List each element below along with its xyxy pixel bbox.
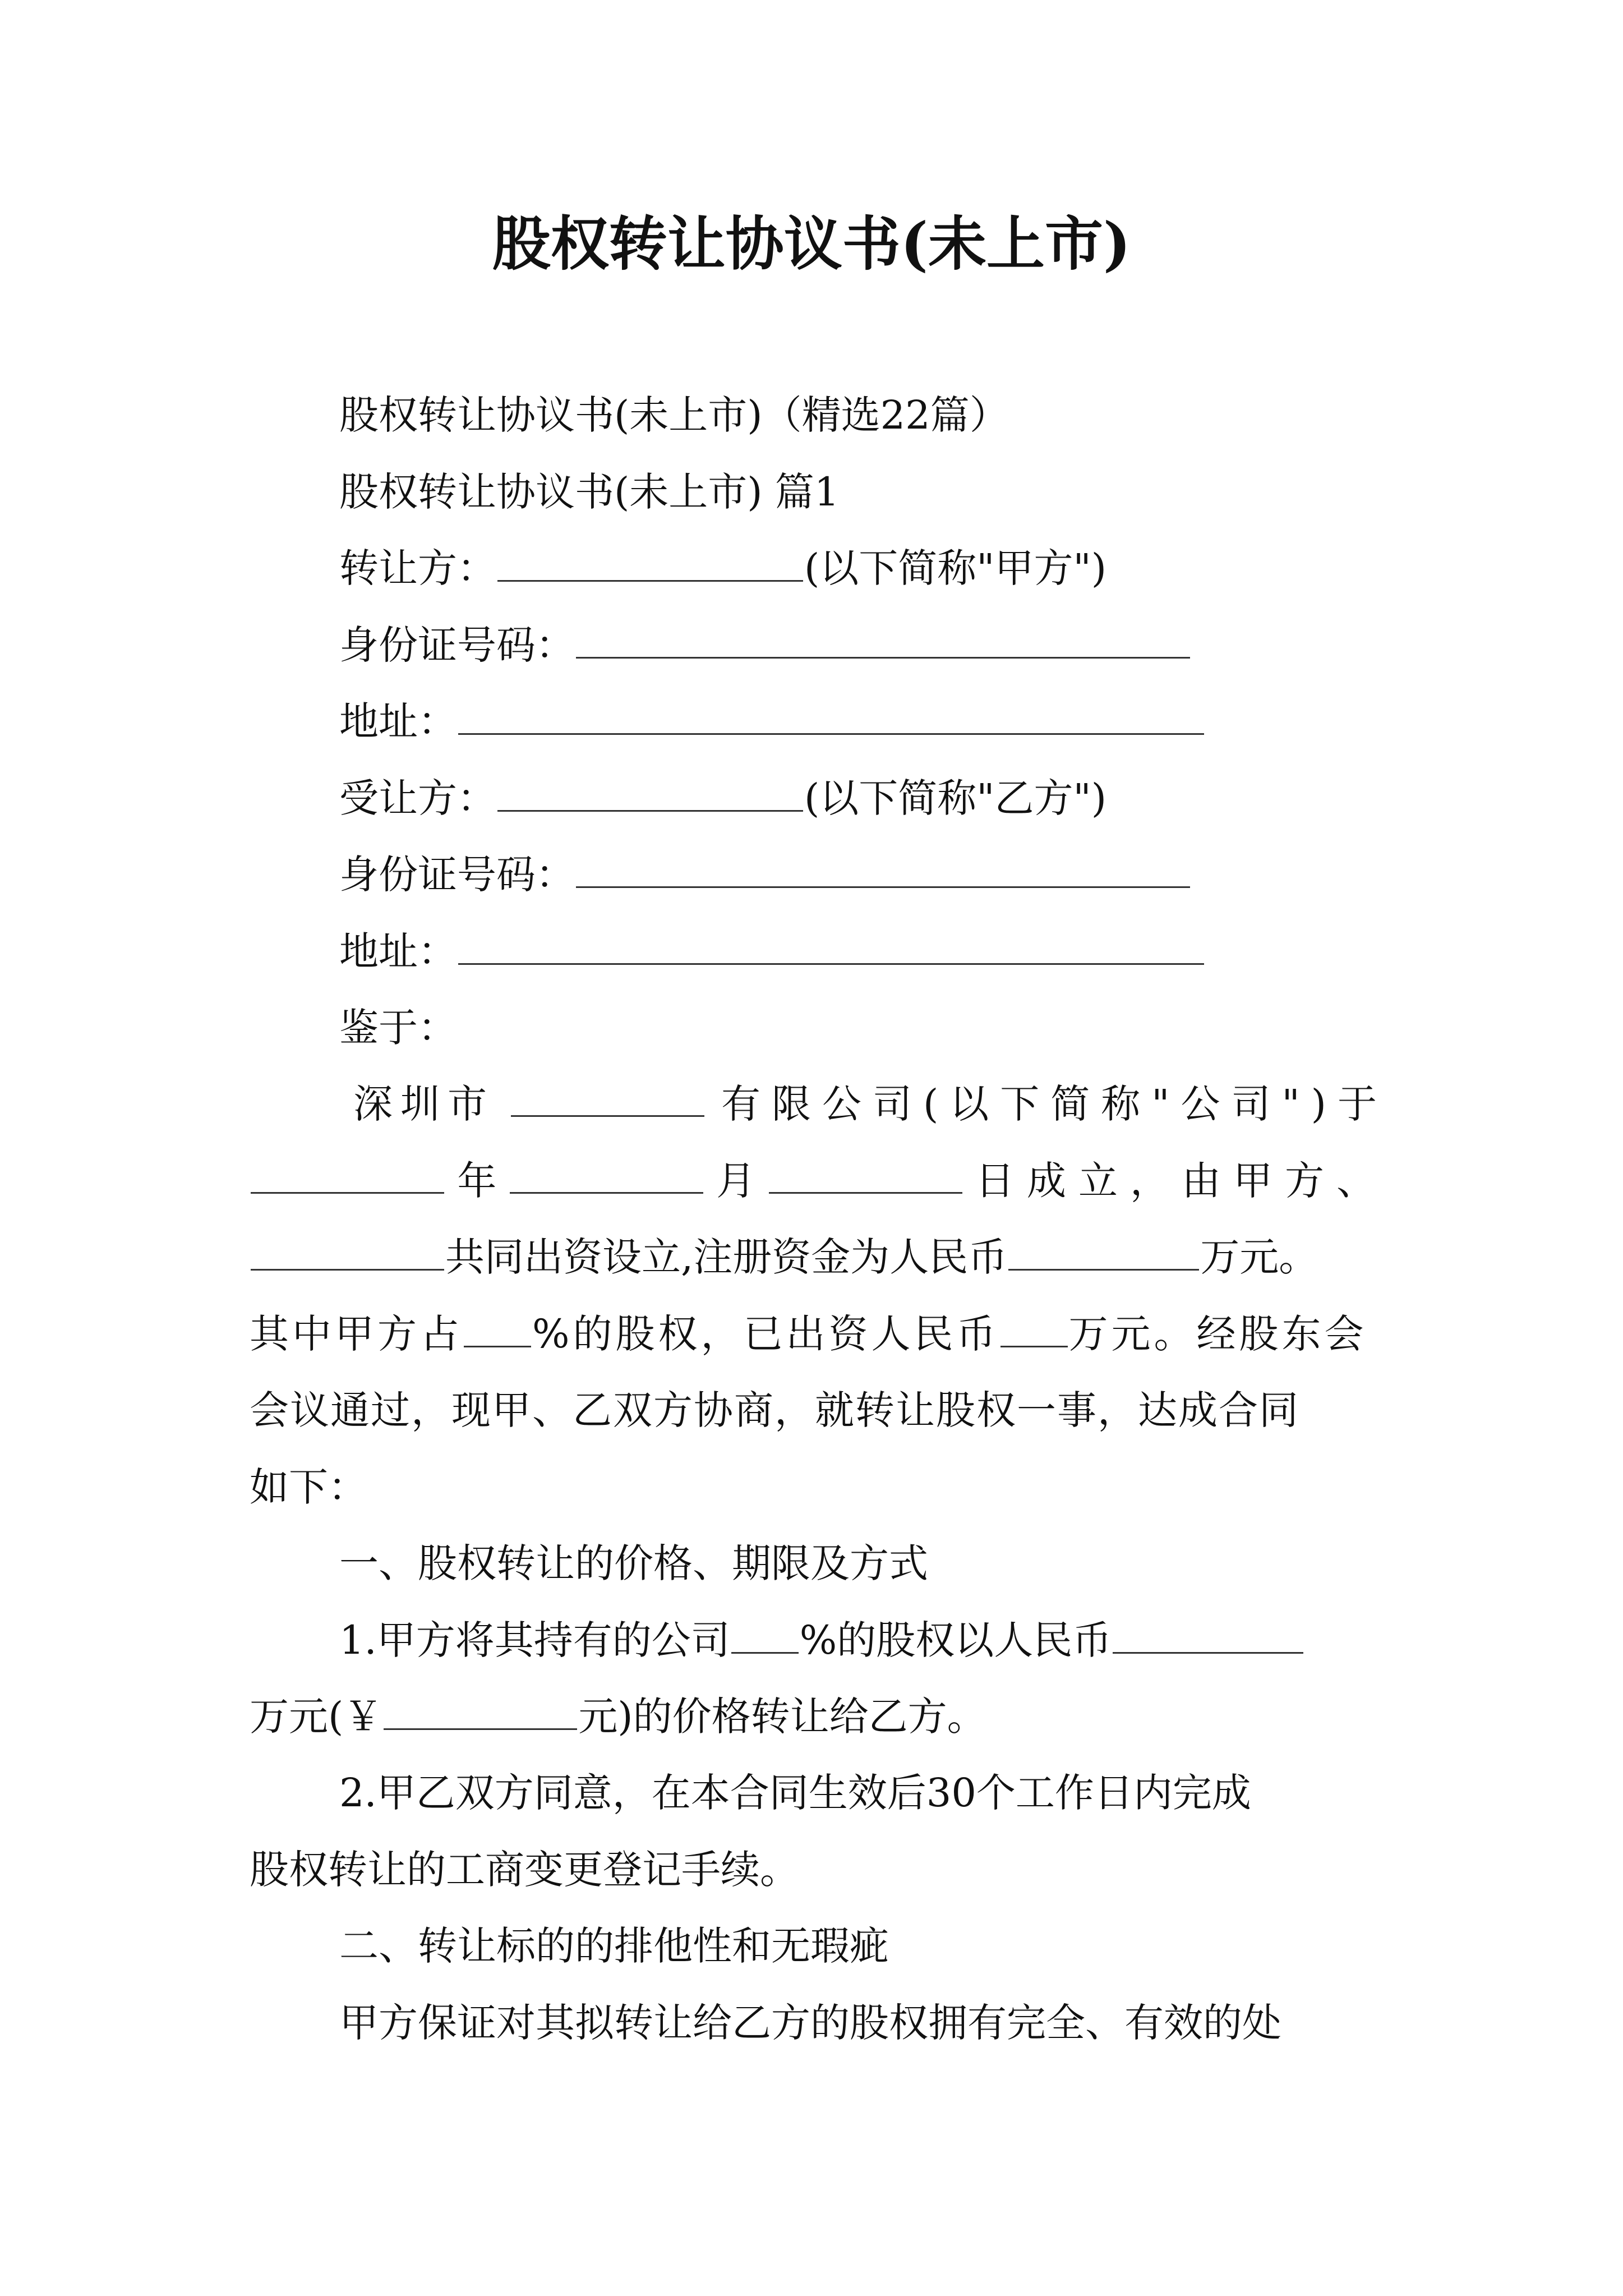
recital-line-5: 会议通过，现甲、乙双方协商，就转让股权一事，达成合同 (250, 1387, 1299, 1433)
party-b-address-label: 地址： (339, 928, 457, 974)
whereas-label: 鉴于： (339, 1005, 457, 1051)
party-b-address-line (339, 923, 1205, 979)
party-a-name-blank (497, 541, 803, 582)
section-heading: 股权转让协议书(未上市) 篇1 (339, 469, 840, 515)
party-b-id-line (339, 846, 1191, 903)
clause-1-item-2-a: 2.甲乙双方同意，在本合同生效后30个工作日内完成 (339, 1770, 1251, 1816)
company-name-blank (511, 1076, 704, 1117)
year-blank (251, 1153, 444, 1194)
clause-1-item-1-b: %的股权以人民币 (799, 1617, 1112, 1663)
party-b-line (339, 770, 1106, 826)
party-a-id-line (339, 617, 1191, 673)
paid-amount-blank (1000, 1306, 1068, 1347)
party-a-id-blank (576, 618, 1190, 659)
party-a-address-blank (458, 694, 1204, 735)
party-b-note: (以下简称"乙方") (804, 775, 1107, 821)
recital-line-3 (250, 1229, 1388, 1285)
clause-1-item-1-a: 1.甲方将其持有的公司 (339, 1617, 730, 1663)
party-a-address-label: 地址： (339, 698, 457, 744)
party-b-id-blank (576, 847, 1190, 888)
share-percent-blank (464, 1306, 531, 1347)
clause-1-item-2-line-1 (250, 1765, 1388, 1821)
recital-founded: 日成立，由甲方、 (975, 1158, 1388, 1204)
recital-paid: %的股权，已出资人民币 (532, 1311, 999, 1357)
subtitle: 股权转让协议书(未上市)（精选22篇） (339, 392, 1009, 438)
party-b-label: 受让方： (339, 775, 496, 821)
clause-1-item-1-d: 元)的价格转让给乙方。 (578, 1694, 986, 1740)
month-blank (510, 1153, 703, 1194)
clause-1-item-1-line-2 (250, 1688, 1388, 1745)
co-founder-blank (251, 1230, 444, 1271)
recital-company: 有限公司(以下简称"公司")于 (721, 1081, 1388, 1127)
transfer-percent-blank (731, 1613, 799, 1654)
recital-line-1 (250, 1076, 1388, 1132)
recital-capital: 共同出资设立,注册资金为人民币 (445, 1234, 1008, 1280)
recital-line-4 (250, 1306, 1388, 1362)
recital-line-6: 如下： (250, 1464, 367, 1510)
recital-capital-unit: 万元。 (1200, 1234, 1318, 1280)
clause-1-item-2-line-2: 股权转让的工商变更登记手续。 (250, 1847, 799, 1893)
party-a-id-label: 身份证号码： (339, 622, 575, 668)
recital-city: 深圳市 (353, 1081, 495, 1127)
party-a-address-line (339, 693, 1205, 749)
party-a-note: (以下简称"甲方") (804, 545, 1107, 591)
recital-meeting: 万元。经股东会 (1068, 1311, 1367, 1357)
clause-1-item-1-c: 万元(￥ (250, 1694, 383, 1740)
capital-blank (1008, 1230, 1199, 1271)
party-a-line (339, 540, 1106, 596)
recital-share: 其中甲方占 (250, 1311, 463, 1357)
party-a-label: 转让方： (339, 545, 496, 591)
clause-1-item-1-line-1 (250, 1612, 1388, 1668)
transfer-price-blank (1113, 1613, 1303, 1654)
day-blank (769, 1153, 962, 1194)
party-b-name-blank (497, 771, 803, 812)
recital-month: 月 (716, 1158, 756, 1204)
clause-2-text: 甲方保证对其拟转让给乙方的股权拥有完全、有效的处 (339, 2000, 1281, 2046)
clause-2-heading: 二、转让标的的排他性和无瑕疵 (339, 1923, 889, 1969)
transfer-price-number-blank (384, 1689, 577, 1730)
party-b-id-label: 身份证号码： (339, 852, 575, 898)
document-title: 股权转让协议书(未上市) (492, 209, 1131, 278)
recital-line-2 (250, 1153, 1388, 1209)
party-b-address-blank (458, 924, 1204, 965)
clause-1-heading: 一、股权转让的价格、期限及方式 (339, 1540, 928, 1586)
recital-year: 年 (457, 1158, 497, 1204)
